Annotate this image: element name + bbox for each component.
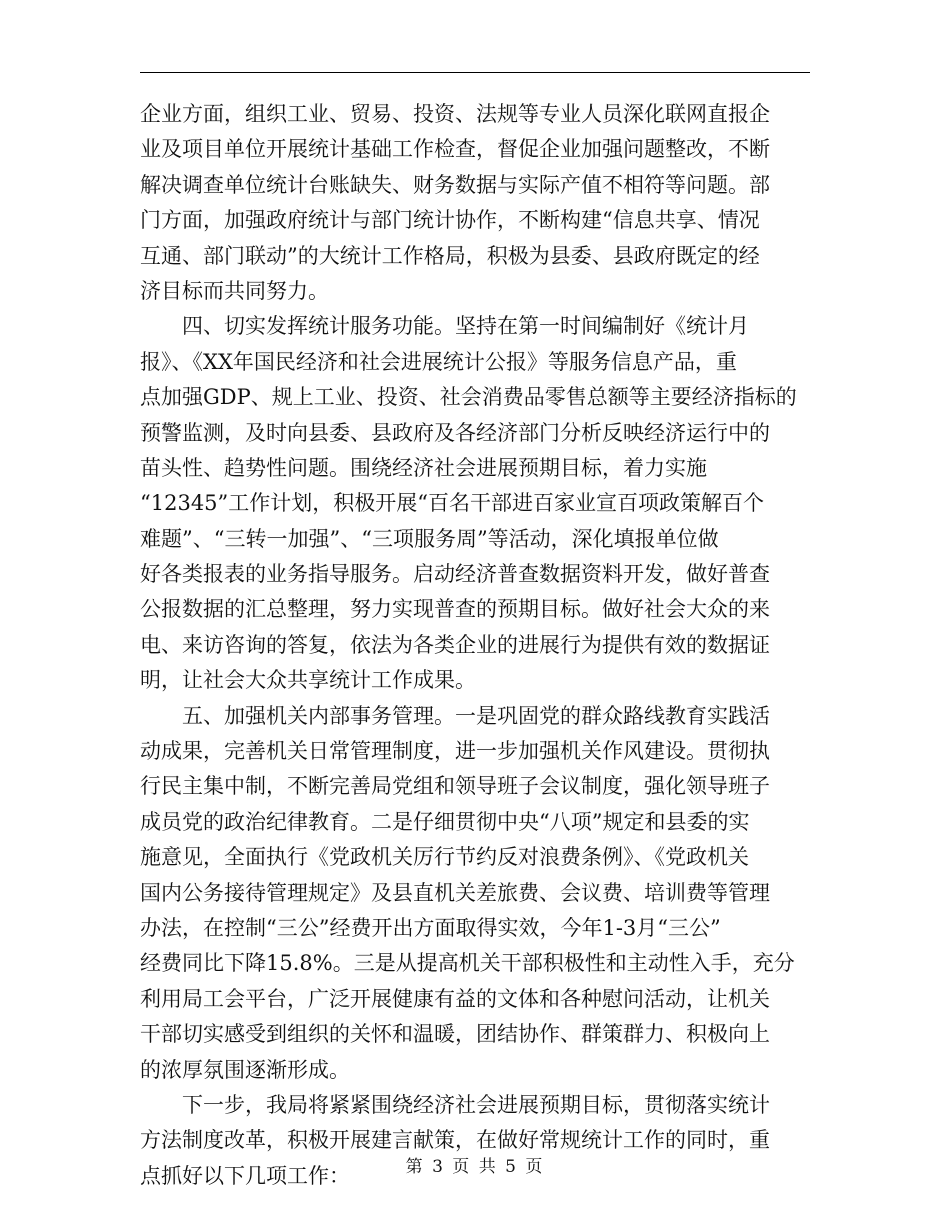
text-line: 互通、部门联动”的大统计工作格局，积极为县委、县政府既定的经: [140, 243, 760, 268]
text-line: 门方面，加强政府统计与部门统计协作，不断构建“信息共享、情况: [140, 208, 760, 233]
text-line: 公报数据的汇总整理，努力实现普查的预期目标。做好社会大众的来: [140, 597, 770, 622]
text-line: 电、来访咨询的答复，依法为各类企业的进展行为提供有效的数据证: [140, 632, 770, 657]
text-line: 行民主集中制，不断完善局党组和领导班子会议制度，强化领导班子: [140, 774, 770, 799]
text-line: 四、切实发挥统计服务功能。坚持在第一时间编制好《统计月: [182, 314, 749, 339]
text-line: 五、加强机关内部事务管理。一是巩固党的群众路线教育实践活: [182, 703, 770, 728]
document-body: [140, 97, 810, 1194]
text-line: 业及项目单位开展统计基础工作检查，督促企业加强问题整改，不断: [140, 137, 770, 162]
text-line: 苗头性、趋势性问题。围绕经济社会进展预期目标，着力实施: [140, 455, 707, 480]
text-line: 点抓好以下几项工作：: [140, 1163, 350, 1188]
page-number: 第 3 页 共 5 页: [405, 1157, 545, 1177]
text-line: 企业方面，组织工业、贸易、投资、法规等专业人员深化联网直报企: [140, 102, 770, 126]
text-line: 下一步，我局将紧紧围绕经济社会进展预期目标，贯彻落实统计: [182, 1092, 770, 1117]
text-line: 的浓厚氛围逐渐形成。: [140, 1057, 350, 1082]
text-line: 难题”、“三转一加强”、“三项服务周”等活动，深化填报单位做: [140, 526, 719, 551]
text-line: 国内公务接待管理规定》及县直机关差旅费、会议费、培训费等管理: [140, 880, 770, 905]
text-line: 报》、《XX年国民经济和社会进展统计公报》等服务信息产品，重: [140, 349, 737, 374]
header-rule: [140, 72, 810, 73]
text-line: 成员党的政治纪律教育。二是仔细贯彻中央“八项”规定和县委的实: [140, 809, 750, 834]
text-line: 经费同比下降15.8%。三是从提高机关干部积极性和主动性入手，充分: [140, 951, 795, 976]
text-line: 办法，在控制“三公”经费开出方面取得实效，今年1-3月“三公”: [140, 915, 721, 940]
text-line: 明，让社会大众共享统计工作成果。: [140, 668, 476, 693]
text-line: “12345”工作计划，积极开展“百名干部进百家业宣百项政策解百个: [140, 491, 765, 516]
text-line: 利用局工会平台，广泛开展健康有益的文体和各种慰问活动，让机关: [140, 986, 770, 1011]
text-line: 好各类报表的业务指导服务。启动经济普查数据资料开发，做好普查: [140, 562, 770, 587]
text-line: 预警监测，及时向县委、县政府及各经济部门分析反映经济运行中的: [140, 420, 770, 445]
text-line: 干部切实感受到组织的关怀和温暖，团结协作、群策群力、积极向上: [140, 1022, 770, 1047]
text-line: 方法制度改革，积极开展建言献策，在做好常规统计工作的同时，重: [140, 1128, 770, 1153]
text-line: 施意见，全面执行《党政机关厉行节约反对浪费条例》、《党政机关: [140, 845, 749, 870]
text-line: 济目标而共同努力。: [140, 278, 329, 303]
text-line: 动成果，完善机关日常管理制度，进一步加强机关作风建设。贯彻执: [140, 739, 770, 764]
text-line: 点加强GDP、规上工业、投资、社会消费品零售总额等主要经济指标的: [140, 385, 797, 410]
text-line: 解决调查单位统计台账缺失、财务数据与实际产值不相符等问题。部: [140, 172, 770, 197]
